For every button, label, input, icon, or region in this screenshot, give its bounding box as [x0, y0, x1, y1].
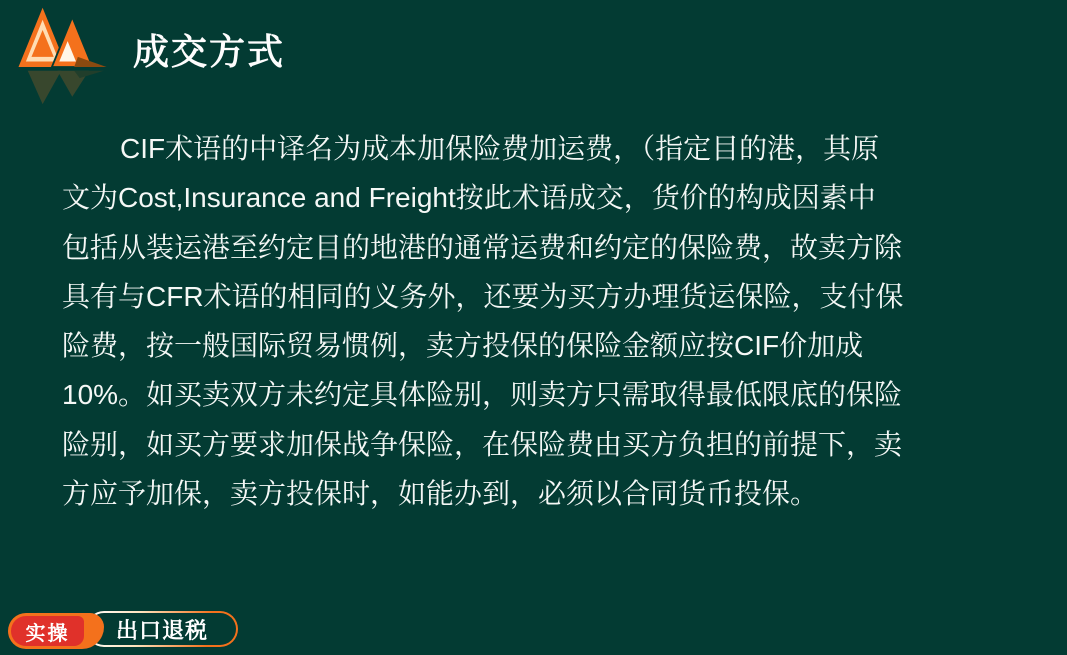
tab-export-tax-rebate [86, 611, 238, 647]
tab-practical-badge [8, 613, 104, 649]
paragraph [62, 124, 1022, 518]
paragraph-line: 文为Cost,Insurance and Freight按此术语成交，货价的构成因素中 [62, 182, 876, 214]
mountain-logo-icon [16, 4, 110, 106]
paragraph-line: 方应予加保，卖方投保时，如能办到，必须以合同货币投保。 [62, 478, 819, 510]
paragraph-line: 10%。如买卖双方未约定具体险别，则卖方只需取得最低限底的保险 [62, 379, 903, 411]
paragraph-line: 险别，如买方要求加保战争保险，在保险费由买方负担的前提下，卖 [62, 428, 903, 460]
paragraph-line: 包括从装运港至约定目的地港的通常运费和约定的保险费，故卖方除 [62, 231, 903, 263]
paragraph-line: CIF术语的中译名为成本加保险费加运费，（指定目的港，其原 [120, 133, 880, 164]
tab-practical-label: 实操 [11, 616, 84, 646]
page-title: 成交方式 [133, 31, 286, 72]
mountains [18, 8, 106, 67]
tab-export-tax-rebate-label: 出口退税 [88, 613, 236, 645]
paragraph-line: 具有与CFR术语的相同的义务外，还要为买方办理货运保险，支付保 [62, 280, 904, 312]
paragraph-line: 险费，按一般国际贸易惯例，卖方投保的保险金额应按CIF价加成 [62, 330, 864, 362]
